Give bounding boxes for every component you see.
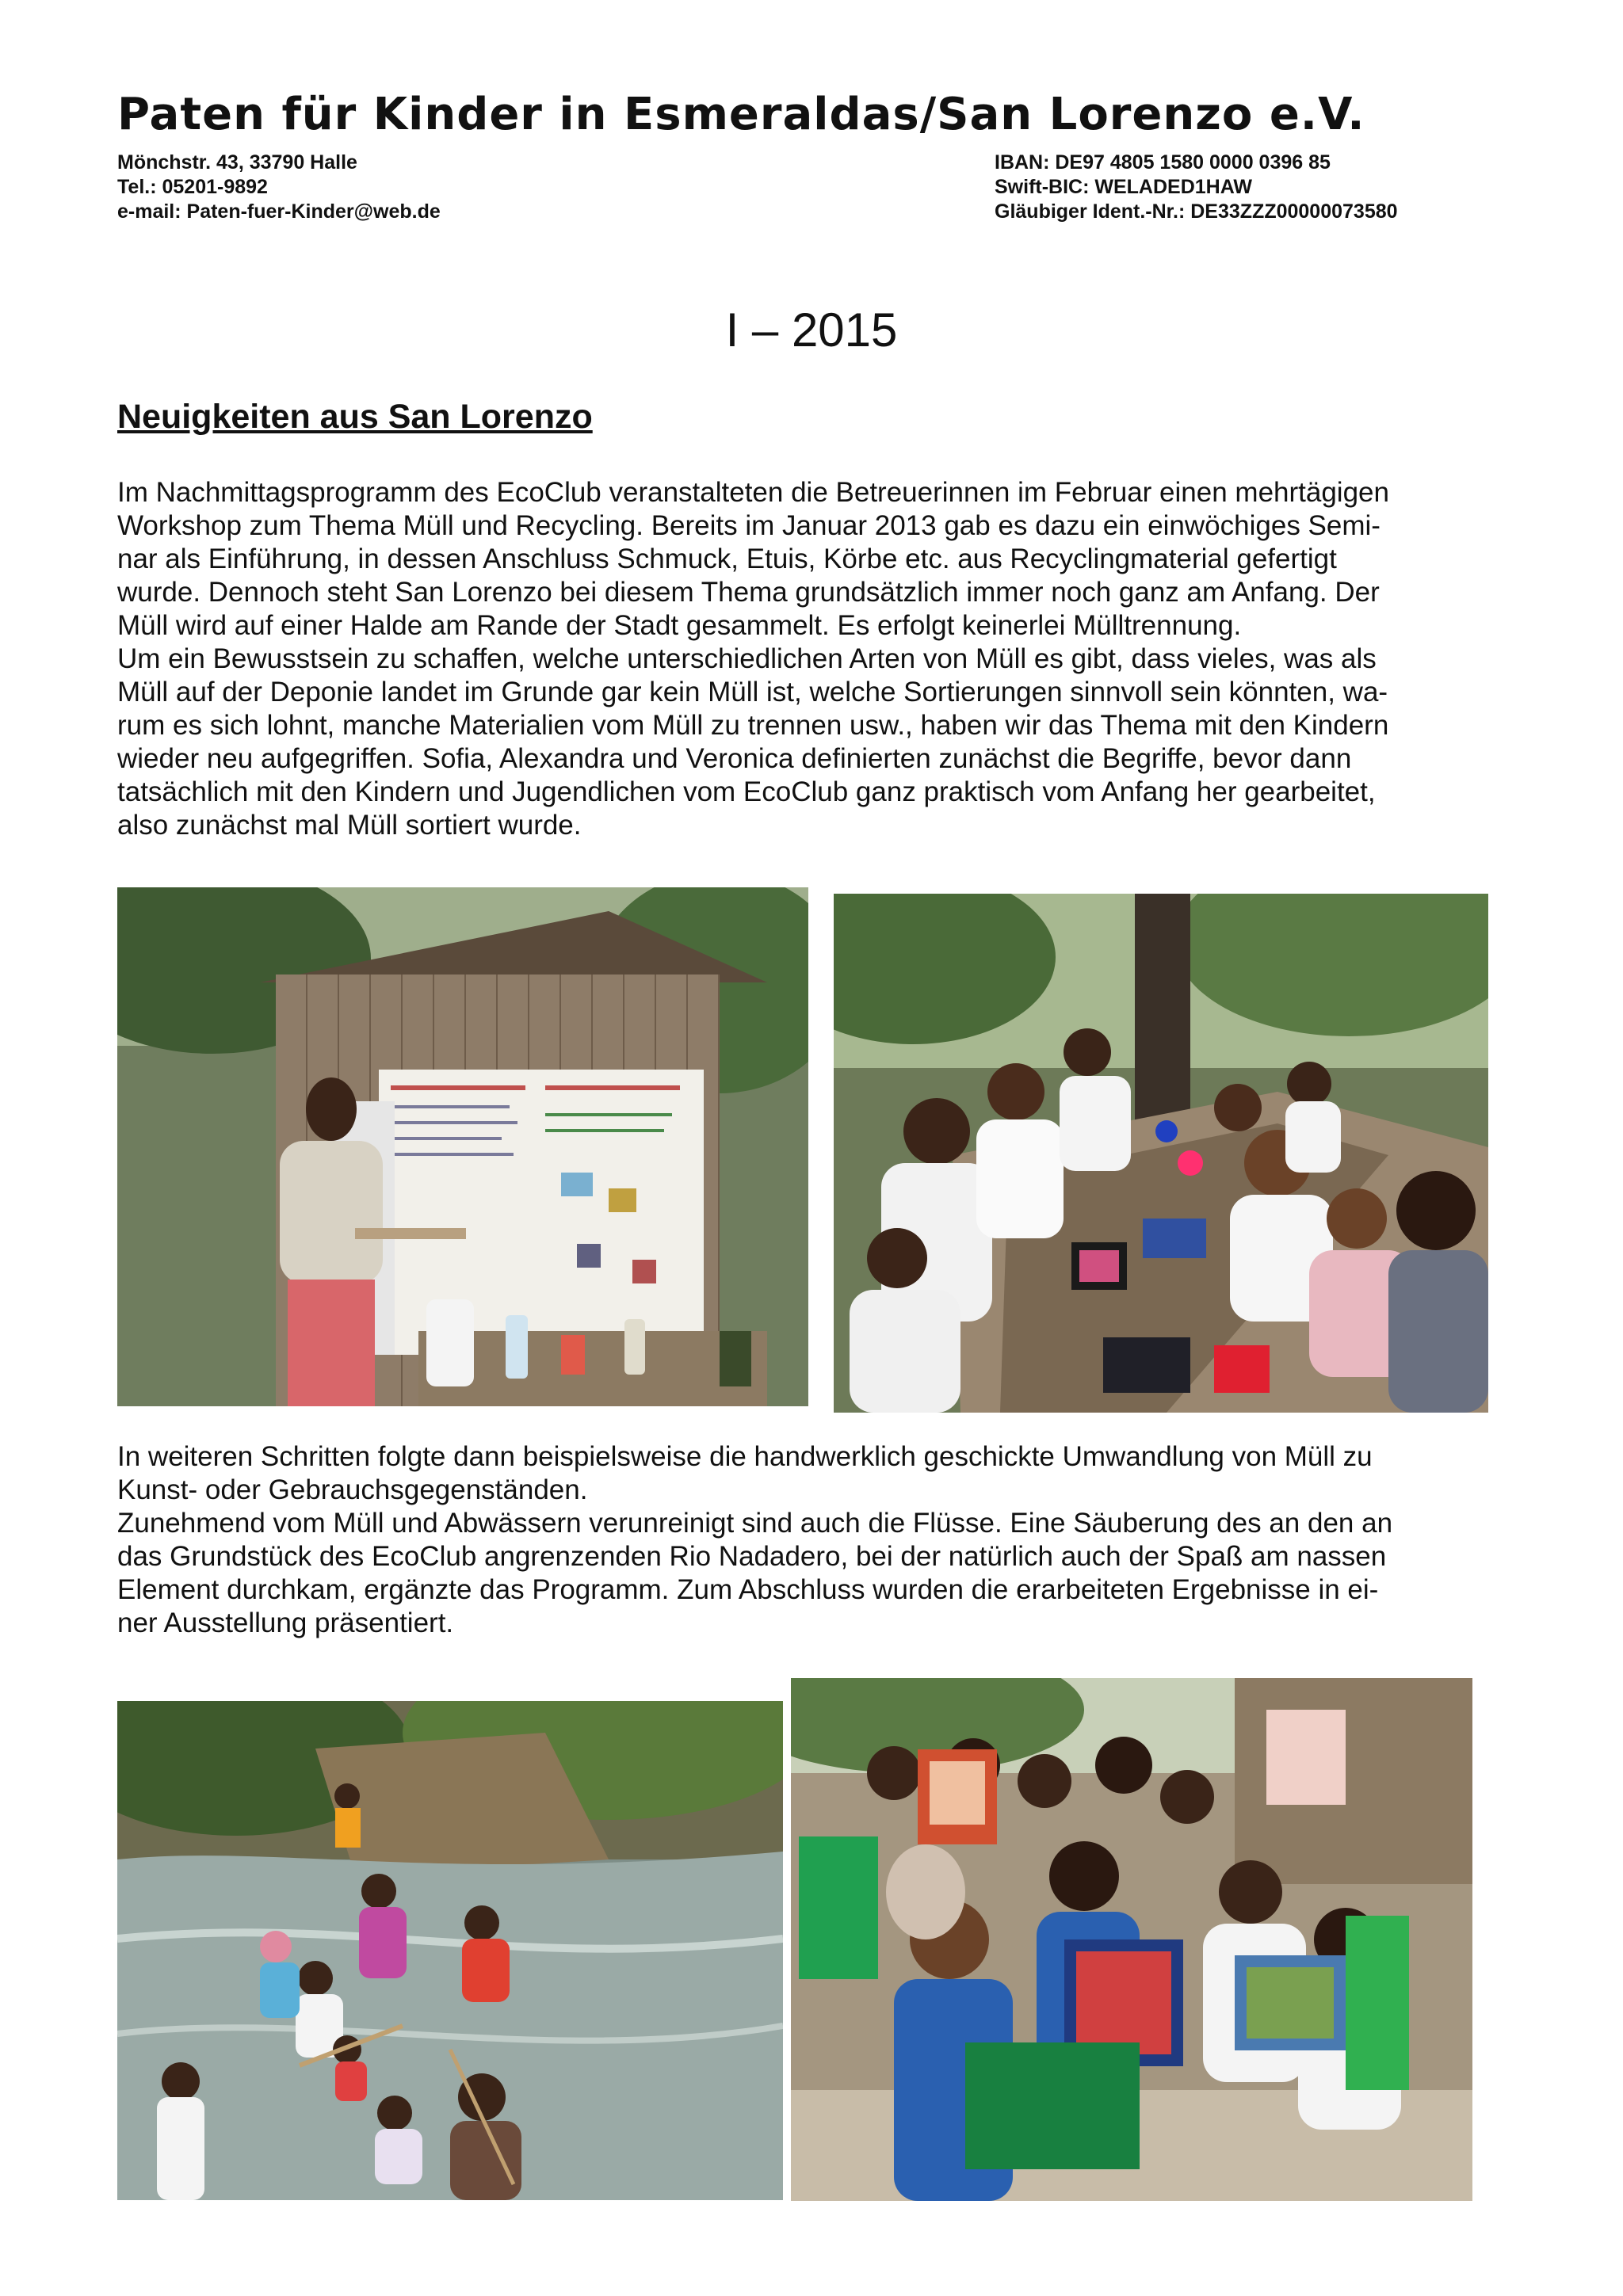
text-line: wieder neu aufgegriffen. Sofia, Alexandra und Veronica definierten zunächst die Begriffe, bevor dann: [117, 743, 1352, 774]
text-line: Kunst- oder Gebrauchsgegenständen.: [117, 1474, 588, 1505]
bic-line: Swift-BIC: WELADED1HAW: [995, 176, 1252, 198]
article-headline: Neuigkeiten aus San Lorenzo: [117, 398, 593, 436]
text-line: Workshop zum Thema Müll und Recycling. Bereits im Januar 2013 gab es dazu ein einwöchiges Semi-: [117, 510, 1381, 541]
bank-details-block: [995, 151, 1398, 224]
creditor-id-line: Gläubiger Ident.-Nr.: DE33ZZZ00000073580: [995, 200, 1398, 223]
address-line: Mönchstr. 43, 33790 Halle: [117, 151, 357, 174]
article-paragraph-2: [117, 1440, 1512, 1640]
text-line: ner Ausstellung präsentiert.: [117, 1608, 454, 1638]
issue-number: I – 2015: [725, 303, 898, 357]
email-line: e-mail: Paten-fuer-Kinder@web.de: [117, 200, 441, 223]
text-line: also zunächst mal Müll sortiert wurde.: [117, 810, 582, 841]
text-line: Um ein Bewusstsein zu schaffen, welche unterschiedlichen Arten von Müll es gibt, dass vieles, was als: [117, 643, 1377, 674]
photo-workshop-flipchart: [117, 887, 808, 1406]
contact-address-block: [117, 151, 441, 224]
organization-title: Paten für Kinder in Esmeraldas/San Lorenzo e.V.: [117, 89, 1365, 140]
iban-line: IBAN: DE97 4805 1580 0000 0396 85: [995, 151, 1331, 174]
text-line: In weiteren Schritten folgte dann beispielsweise die handwerklich geschickte Umwandlung von Müll zu: [117, 1441, 1373, 1472]
phone-line: Tel.: 05201-9892: [117, 176, 268, 198]
text-line: nar als Einführung, in dessen Anschluss Schmuck, Etuis, Körbe etc. aus Recyclingmaterial gefertigt: [117, 543, 1337, 574]
text-line: Im Nachmittagsprogramm des EcoClub veranstalteten die Betreuerinnen im Februar einen mehrtägigen: [117, 477, 1389, 508]
photo-river-cleanup: [117, 1701, 783, 2200]
photo-exhibition-children: [791, 1678, 1472, 2201]
article-paragraph-1: [117, 476, 1512, 842]
text-line: Zunehmend vom Müll und Abwässern verunreinigt sind auch die Flüsse. Eine Säuberung des an den an: [117, 1508, 1393, 1539]
text-line: das Grundstück des EcoClub angrenzenden Rio Nadadero, bei der natürlich auch der Spaß am nassen: [117, 1541, 1387, 1572]
text-line: Müll wird auf einer Halde am Rande der Stadt gesammelt. Es erfolgt keinerlei Mülltrennung.: [117, 610, 1242, 641]
text-line: Müll auf der Deponie landet im Grunde gar kein Müll ist, welche Sortierungen sinnvoll sein könnten, wa-: [117, 677, 1388, 707]
text-line: tatsächlich mit den Kindern und Jugendlichen vom EcoClub ganz praktisch vom Anfang her gearbeitet,: [117, 776, 1376, 807]
text-line: rum es sich lohnt, manche Materialien vom Müll zu trennen usw., haben wir das Thema mit den Kindern: [117, 710, 1389, 741]
text-line: Element durchkam, ergänzte das Programm. Zum Abschluss wurden die erarbeiteten Ergebnisse in ei-: [117, 1574, 1379, 1605]
photo-children-crafting-table: [834, 894, 1488, 1413]
text-line: wurde. Dennoch steht San Lorenzo bei diesem Thema grundsätzlich immer noch ganz am Anfang. Der: [117, 577, 1380, 608]
